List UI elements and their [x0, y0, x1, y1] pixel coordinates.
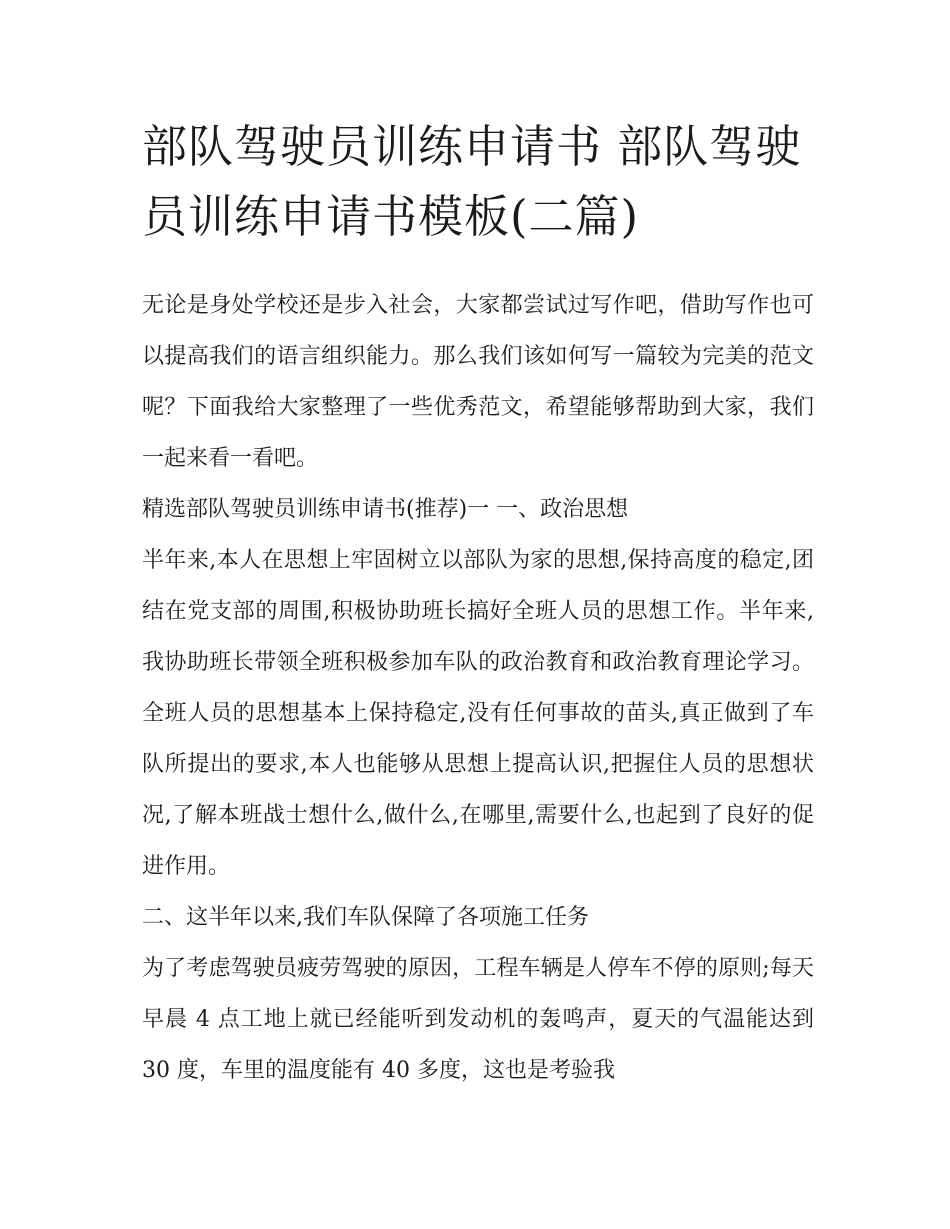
document-body — [142, 280, 814, 1096]
intro-paragraph: 无论是身处学校还是步入社会，大家都尝试过写作吧，借助写作也可以提高我们的语言组织能力。那么我们该如何写一篇较为完美的范文呢？下面我给大家整理了一些优秀范文，希望能够帮助到大家，我们一起来看一看吧。 — [142, 293, 814, 471]
document-title: 部队驾驶员训练申请书 部队驾驶员训练申请书模板(二篇) — [142, 120, 802, 243]
tasks-paragraph: 为了考虑驾驶员疲劳驾驶的原因，工程车辆是人停车不停的原则;每天早晨 4 点工地上就已经能听到发动机的轰鸣声，夏天的气温能达到 30 度，车里的温度能有 40 多度，这也是考验我 — [142, 956, 814, 1083]
section-heading-tasks: 二、这半年以来,我们车队保障了各项施工任务 — [142, 905, 589, 930]
section-heading-politics: 精选部队驾驶员训练申请书(推荐)一 一、政治思想 — [142, 497, 629, 522]
politics-paragraph: 半年来,本人在思想上牢固树立以部队为家的思想,保持高度的稳定,团结在党支部的周围,积极协助班长搞好全班人员的思想工作。半年来,我协助班长带领全班积极参加车队的政治教育和政治教育理论学习。全班人员的思想基本上保持稳定,没有任何事故的苗头,真正做到了车队所提出的要求,本人也能够从思想上提高认识,把握住人员的思想状况,了解本班战士想什么,做什么,在哪里,需要什么,也起到了良好的促进作用。 — [142, 548, 814, 879]
